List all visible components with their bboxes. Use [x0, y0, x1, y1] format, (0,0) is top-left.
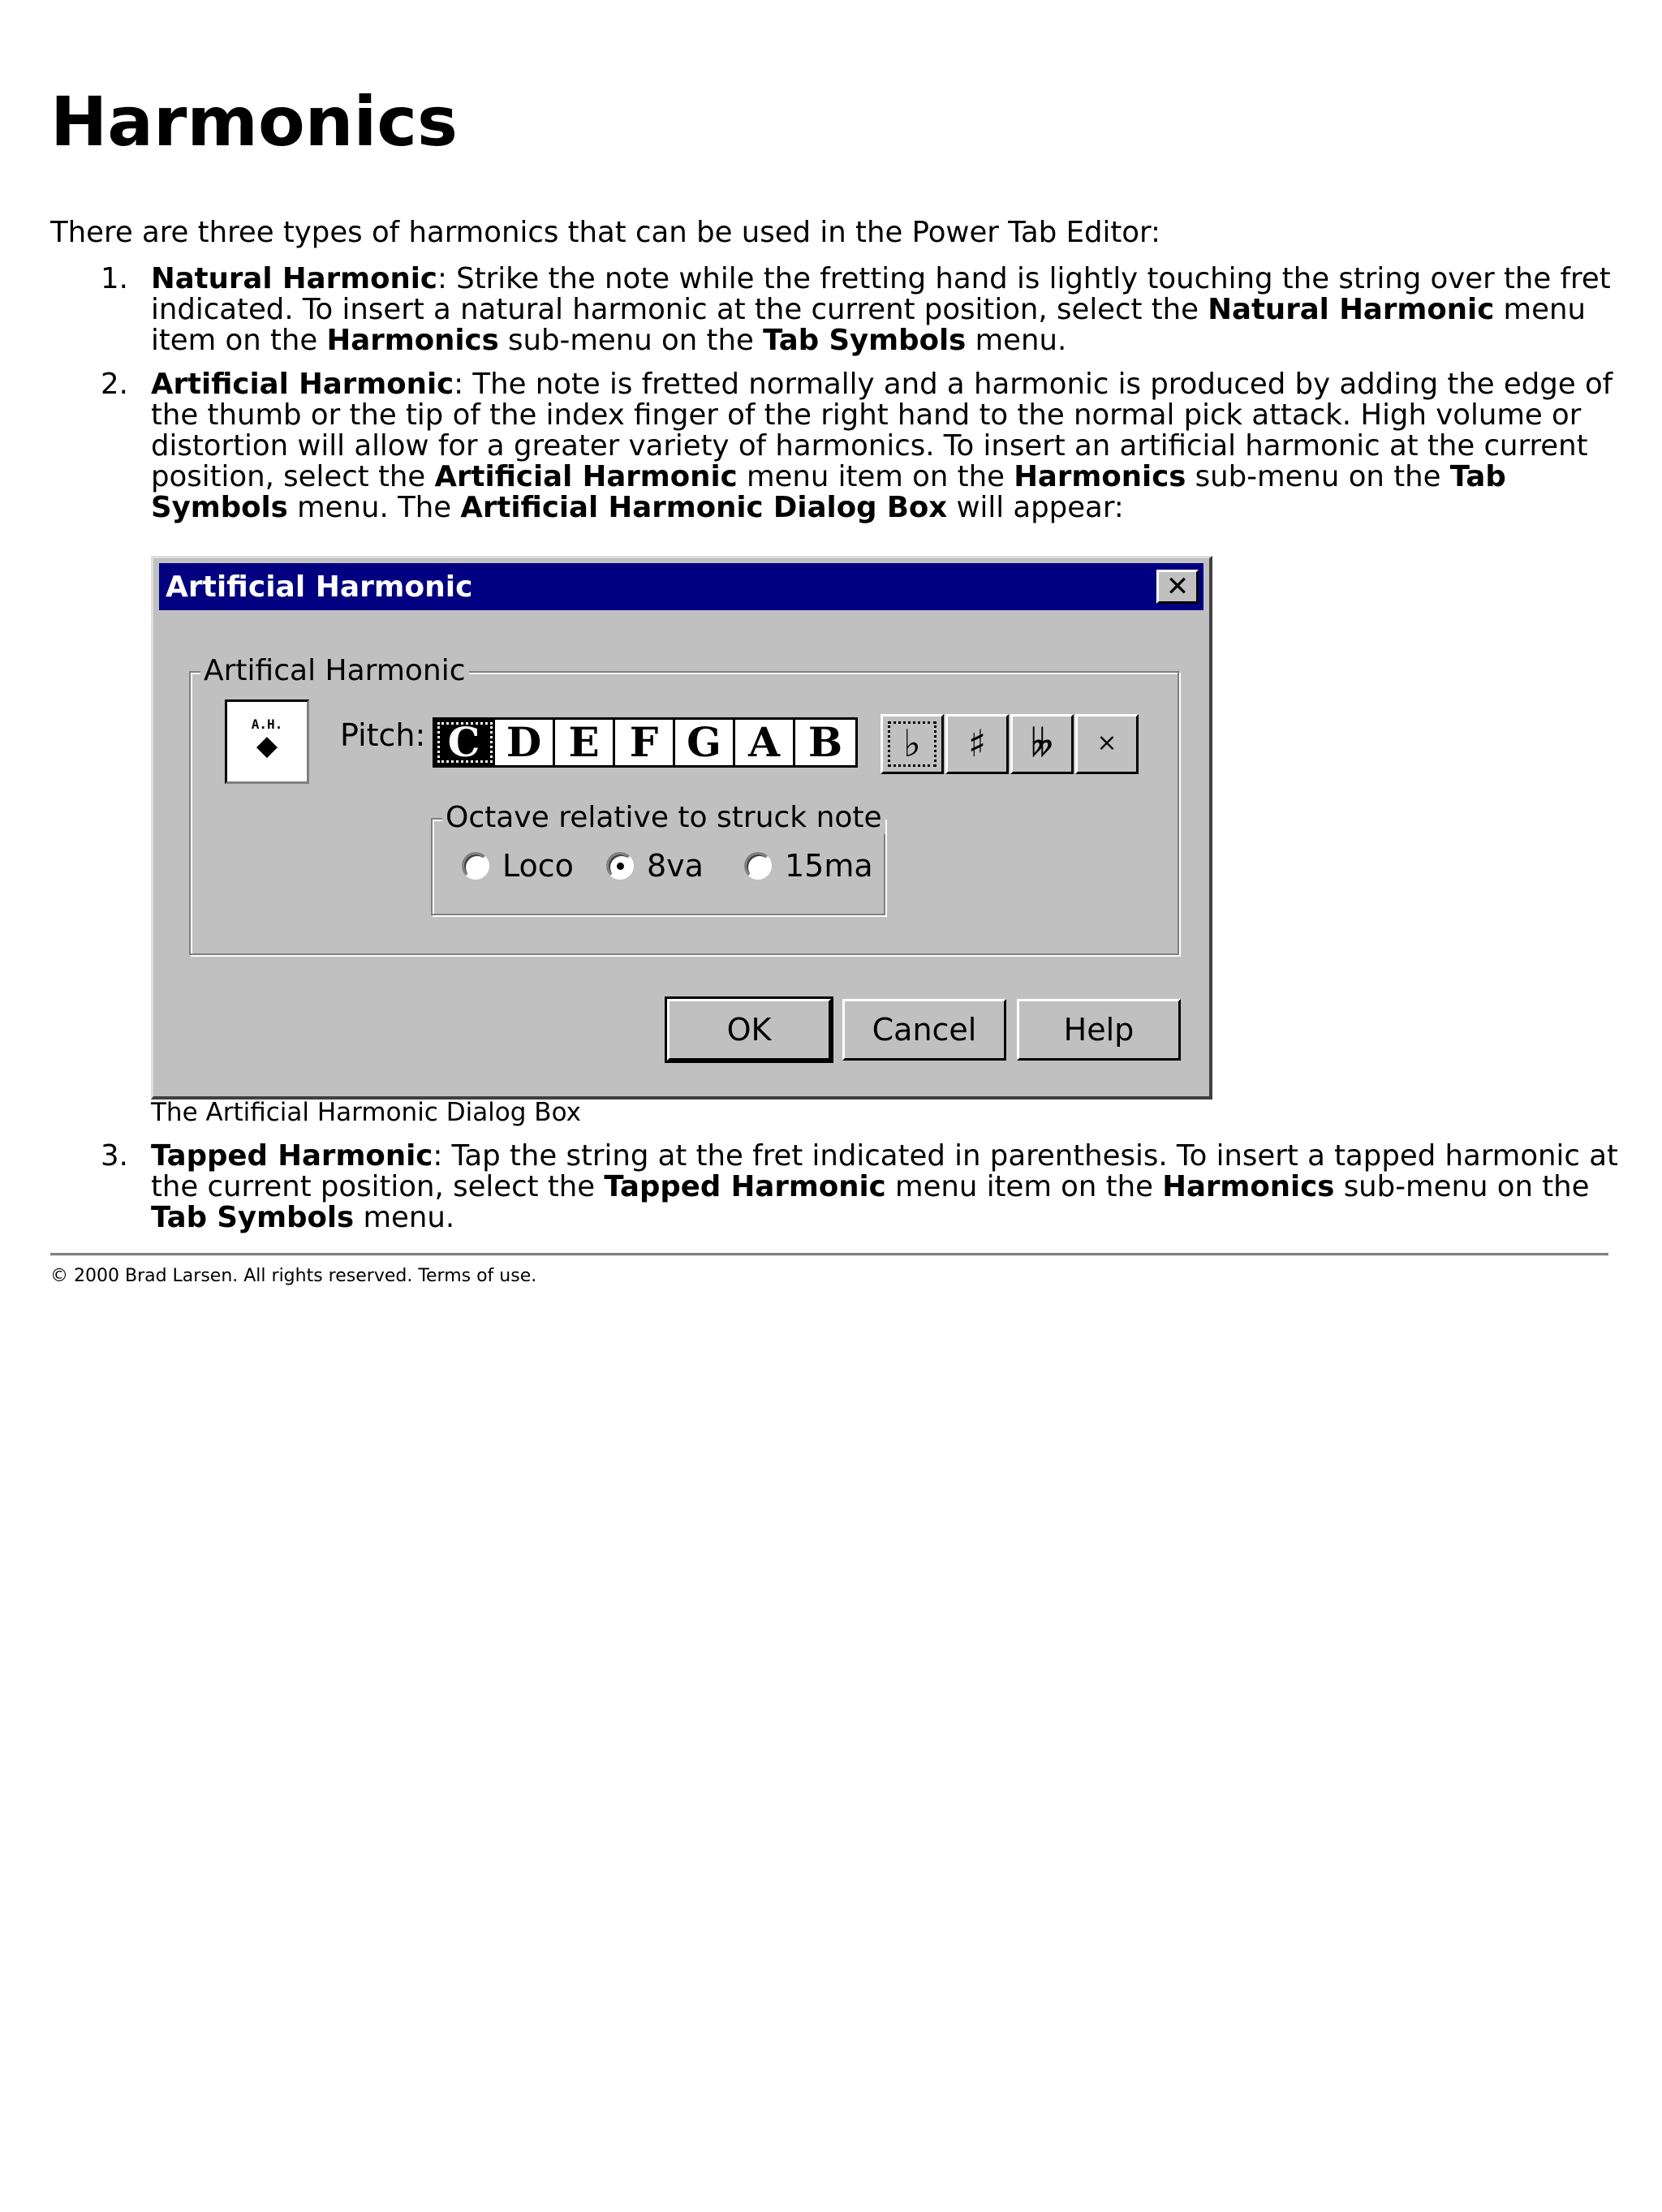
menu-ref: Natural Harmonic: [1208, 293, 1495, 326]
note-button-b[interactable]: B: [807, 718, 843, 766]
text-run: sub-menu on the: [1334, 1170, 1590, 1203]
octave-groupbox-label: Octave relative to struck note: [442, 802, 885, 834]
list-item-body: [151, 368, 1613, 524]
ok-button[interactable]: OK: [667, 999, 831, 1061]
pitch-note-buttons: [433, 717, 858, 768]
text-run: : Tap the string at the fret indicated in parenthesis. To insert a tapped harmonic at: [433, 1139, 1618, 1173]
note-button-e[interactable]: E: [555, 720, 615, 765]
octave-radio-loco[interactable]: [462, 848, 574, 884]
text-line: the thumb or the tip of the index finger of the right hand to the normal pick attack. High volume or: [151, 398, 1582, 432]
radio-label: 15ma: [785, 848, 873, 884]
term-natural-harmonic: Natural Harmonic: [151, 262, 437, 295]
flat-button[interactable]: [881, 714, 944, 774]
menu-ref: Symbols: [151, 491, 288, 524]
note-button-f[interactable]: F: [615, 720, 675, 765]
text-run: menu.: [354, 1201, 455, 1234]
radio-circle[interactable]: [462, 852, 489, 880]
text-run: menu.: [966, 324, 1067, 357]
artificial-harmonic-dialog: [151, 556, 1212, 1100]
menu-ref: Harmonics: [1162, 1170, 1335, 1203]
flat-icon: ♭: [903, 721, 921, 765]
octave-radio-8va[interactable]: [606, 848, 704, 884]
text-run: indicated. To insert a natural harmonic at the current position, select the: [151, 293, 1208, 326]
text-run: position, select the: [151, 460, 435, 493]
text-line: [151, 1203, 1604, 1233]
text-run: sub-menu on the: [498, 324, 764, 357]
note-button-g[interactable]: G: [675, 720, 735, 765]
text-line: [151, 368, 1613, 401]
text-run: item on the: [151, 324, 327, 357]
menu-ref: Tab Symbols: [763, 324, 967, 357]
radio-label: Loco: [502, 848, 574, 884]
text-run: menu item on the: [885, 1170, 1163, 1203]
sharp-button[interactable]: [945, 714, 1009, 774]
intro-text: There are three types of harmonics that can be used in the Power Tab Editor:: [50, 216, 1160, 249]
list-number: 3.: [101, 1139, 128, 1173]
list-number: 2.: [101, 368, 128, 401]
help-button[interactable]: Help: [1017, 999, 1181, 1061]
text-run: : The note is fretted normally and a harmonic is produced by adding the edge of: [454, 368, 1613, 401]
cancel-button[interactable]: Cancel: [842, 999, 1006, 1061]
menu-ref: Tab: [1449, 460, 1506, 493]
note-button-d[interactable]: D: [495, 720, 555, 765]
menu-ref: Tapped Harmonic: [604, 1170, 886, 1203]
symbol-label: A.H.: [251, 717, 283, 732]
dialog-title: Artificial Harmonic: [166, 570, 473, 604]
footer-divider: [50, 1253, 1608, 1256]
note-button-a[interactable]: A: [735, 720, 795, 765]
menu-ref: Artificial Harmonic: [434, 460, 738, 493]
term-artificial-harmonic: Artificial Harmonic: [151, 368, 454, 401]
text-run: menu item on the: [737, 460, 1014, 493]
diamond-icon: ◆: [256, 729, 278, 762]
text-run: the current position, select the: [151, 1170, 605, 1203]
text-line: [151, 262, 1611, 295]
menu-ref: Harmonics: [326, 324, 499, 357]
page-title: Harmonics: [50, 82, 459, 161]
double-flat-button[interactable]: [1010, 714, 1074, 774]
dialog-titlebar[interactable]: [159, 563, 1203, 610]
text-line: [151, 493, 1604, 523]
close-button[interactable]: [1156, 570, 1199, 604]
menu-ref: Harmonics: [1014, 460, 1186, 493]
figure-caption: The Artificial Harmonic Dialog Box: [151, 1098, 581, 1127]
harmonic-symbol-preview: [225, 699, 309, 784]
double-sharp-icon: ×: [1096, 729, 1117, 757]
term-tapped-harmonic: Tapped Harmonic: [151, 1139, 433, 1173]
radio-circle[interactable]: [744, 852, 772, 880]
list-item-body: [151, 1139, 1618, 1234]
list-number: 1.: [101, 262, 128, 295]
double-sharp-button[interactable]: [1075, 714, 1139, 774]
sharp-icon: ♯: [967, 721, 987, 765]
text-run: : Strike the note while the fretting hand is lightly touching the string over the fret: [437, 262, 1611, 295]
text-run: menu: [1494, 293, 1586, 326]
note-button-c[interactable]: C: [435, 720, 495, 765]
text-line: [151, 1139, 1618, 1173]
radio-label: 8va: [647, 848, 704, 884]
text-run: will appear:: [947, 491, 1124, 524]
list-item-body: [151, 262, 1611, 357]
text-run: sub-menu on the: [1186, 460, 1450, 493]
octave-radio-15ma[interactable]: [744, 848, 873, 884]
text-line: distortion will allow for a greater variety of harmonics. To insert an artificial harmonic at the current: [151, 429, 1588, 463]
text-line: [151, 1172, 1604, 1203]
menu-ref: Tab Symbols: [151, 1201, 355, 1234]
footer-copyright: © 2000 Brad Larsen. All rights reserved. Terms of use.: [50, 1266, 537, 1286]
accidental-buttons: [881, 714, 1139, 774]
radio-circle-selected[interactable]: [606, 852, 634, 880]
menu-ref: Artificial Harmonic Dialog Box: [460, 491, 948, 524]
close-icon: ✕: [1165, 570, 1190, 603]
groupbox-label: Artifical Harmonic: [200, 655, 469, 687]
double-flat-icon: 𝄫: [1031, 721, 1053, 765]
text-line: [151, 462, 1604, 493]
text-line: [151, 325, 1604, 356]
text-line: [151, 295, 1604, 325]
pitch-label: Pitch:: [340, 717, 426, 753]
text-run: menu. The: [287, 491, 461, 524]
